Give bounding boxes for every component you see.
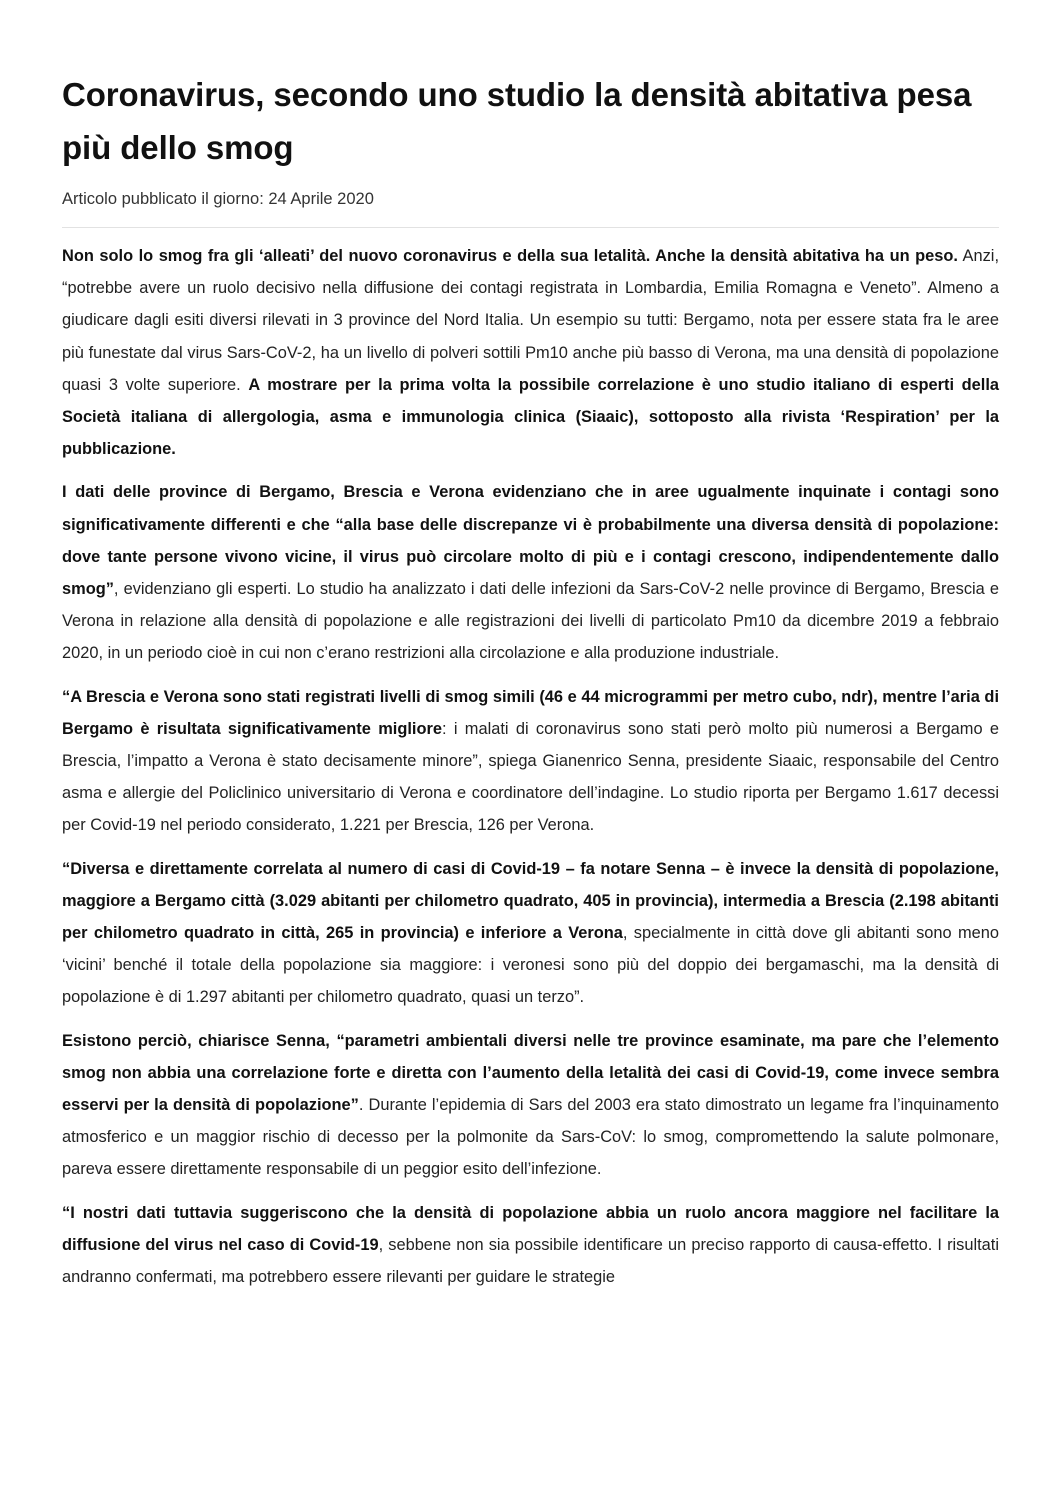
publication-date: Articolo pubblicato il giorno: 24 Aprile 2020 xyxy=(62,190,374,208)
paragraph-segment: , evidenziano gli esperti. Lo studio ha analizzato i dati delle infezioni da Sars-CoV-2 nelle province di Bergamo, Brescia e Verona in relazione alla densità di popolazione e alle registrazioni dei livelli di particolato Pm10 da dicembre 2019 a febbraio 2020, in un periodo cioè in cui non c’erano restrizioni alla circolazione e alla produzione industriale. xyxy=(62,580,999,663)
paragraph-3 xyxy=(62,681,999,842)
paragraph-segment: “Diversa e direttamente correlata al numero di casi di Covid-19 – fa notare Senna – è invece la densità di popolazione, maggiore a Bergamo città (3.029 abitanti per chilometro quadrato, 405 in provincia), intermedia a Brescia (2.198 abitanti per chilometro quadrato in città, 265 in provincia) e inferiore a Verona xyxy=(62,859,999,943)
article-title: Coronavirus, secondo uno studio la densità abitativa pesa più dello smog xyxy=(62,76,972,166)
paragraph-segment: Non solo lo smog fra gli ‘alleati’ del nuovo coronavirus e della sua letalità. Anche la densità abitativa ha un peso. xyxy=(62,247,958,265)
paragraph-segment: . Durante l’epidemia di Sars del 2003 era stato dimostrato un legame fra l’inquinamento atmosferico e un maggior rischio di decesso per la polmonite da Sars-CoV: lo smog, compromettendo la salute polmonare, pareva essere direttamente responsabile di un peggior esito dell’infezione. xyxy=(62,1096,999,1179)
paragraph-segment: I dati delle province di Bergamo, Brescia e Verona evidenziano che in aree ugualmente inquinate i contagi sono significativamente differenti e che “alla base delle discrepanze vi è probabilmente una diversa densità di popolazione: dove tante persone vivono vicine, il virus può circolare molto di più e i contagi crescono, indipendentemente dallo smog” xyxy=(62,483,999,599)
paragraph-segment: , specialmente in città dove gli abitanti sono meno ‘vicini’ benché il totale della popolazione sia maggiore: i veronesi sono più del doppio dei bergamaschi, ma la densità di popolazione è di 1.297 abitanti per chilometro quadrato, quasi un terzo”. xyxy=(62,924,999,1007)
paragraph-4 xyxy=(62,853,999,1014)
article-body xyxy=(62,240,999,1293)
paragraph-6 xyxy=(62,1197,999,1294)
paragraph-segment: : i malati di coronavirus sono stati però molto più numerosi a Bergamo e Brescia, l’impatto a Verona è stato decisamente minore”, spiega Gianenrico Senna, presidente Siaaic, responsabile del Centro asma e allergie del Policlinico universitario di Verona e coordinatore dell’indagine. Lo studio riporta per Bergamo 1.617 decessi per Covid-19 nel periodo considerato, 1.221 per Brescia, 126 per Verona. xyxy=(62,719,1000,835)
paragraph-segment: A mostrare per la prima volta la possibile correlazione è uno studio italiano di esperti della Società italiana di allergologia, asma e immunologia clinica (Siaaic), sottoposto alla rivista ‘Respiration’ per la pubblicazione. xyxy=(62,375,999,459)
paragraph-segment: , sebbene non sia possibile identificare un preciso rapporto di causa-effetto. I risultati andranno confermati, ma potrebbero essere rilevanti per guidare le strategie xyxy=(62,1235,999,1287)
paragraph-2 xyxy=(62,476,999,669)
paragraph-segment: “I nostri dati tuttavia suggeriscono che la densità di popolazione abbia un ruolo ancora maggiore nel facilitare la diffusione del virus nel caso di Covid-19 xyxy=(62,1203,999,1254)
paragraph-5 xyxy=(62,1025,999,1186)
header-divider xyxy=(62,227,999,228)
article xyxy=(62,68,999,1304)
paragraph-segment: Anzi, “potrebbe avere un ruolo decisivo nella diffusione dei contagi registrata in Lombardia, Emilia Romagna e Veneto”. Almeno a giudicare dagli esiti diversi rilevati in 3 province del Nord Italia. Un esempio su tutti: Bergamo, nota per essere stata fra le aree più funestate dal virus Sars-CoV-2, ha un livello di polveri sottili Pm10 anche più basso di Verona, ma una densità di popolazione quasi 3 volte superiore. xyxy=(62,247,999,394)
paragraph-segment: Esistono perciò, chiarisce Senna, “parametri ambientali diversi nelle tre province esaminate, ma pare che l’elemento smog non abbia una correlazione forte e diretta con l’aumento della letalità dei casi di Covid-19, come invece sembra esservi per la densità di popolazione” xyxy=(62,1031,999,1115)
paragraph-segment: “A Brescia e Verona sono stati registrati livelli di smog simili (46 e 44 microgrammi per metro cubo, ndr), mentre l’aria di Bergamo è risultata significativamente migliore xyxy=(62,687,999,738)
paragraph-1 xyxy=(62,240,999,465)
